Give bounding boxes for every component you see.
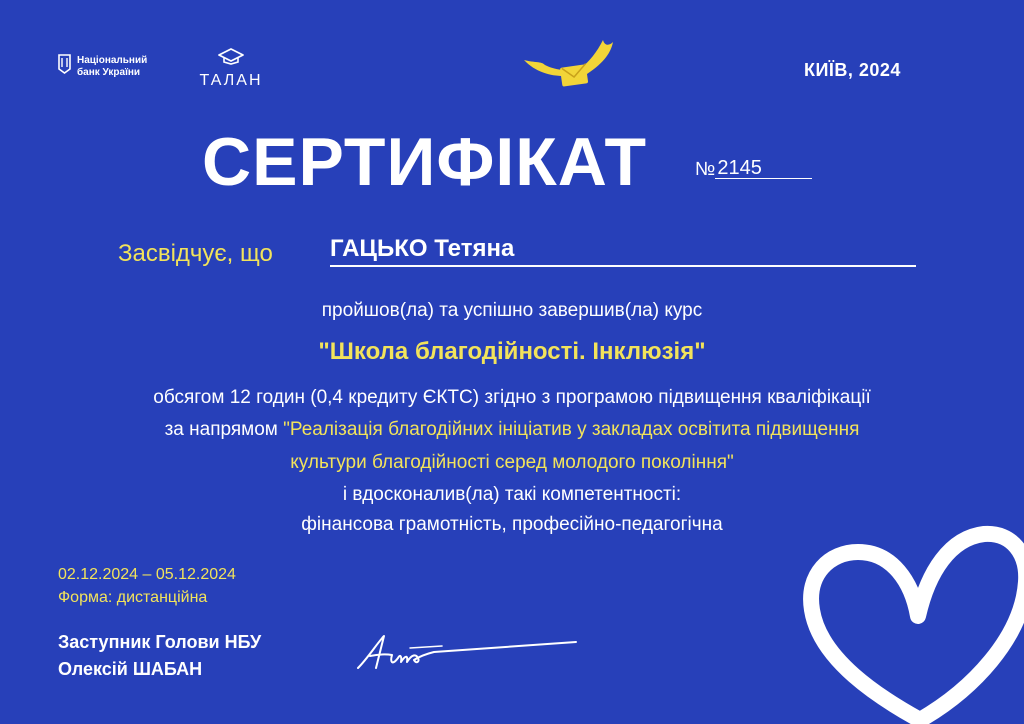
nbu-emblem-icon xyxy=(58,54,71,79)
city-year: КИЇВ, 2024 xyxy=(804,60,901,80)
direction-name-part1: "Реалізація благодійних ініціатив у закладах освітита підвищення xyxy=(283,419,860,440)
completed-text: пройшов(ла) та успішно завершив(ла) курс xyxy=(321,300,703,321)
nbu-logo-line1: Національний xyxy=(77,54,148,66)
signer-name: Олексій ШАБАН xyxy=(58,659,203,679)
improved-text: і вдосконалив(ла) такі компетентності: xyxy=(342,484,682,505)
recipient-name: ГАЦЬКО Тетяна xyxy=(330,235,916,267)
number-sign: № xyxy=(695,159,716,180)
talan-logo xyxy=(198,47,264,90)
competences-text: фінансова грамотність, професійно-педагогічна xyxy=(301,514,723,535)
course-dates: 02.12.2024 – 05.12.2024 xyxy=(58,566,236,583)
talan-logo-text: ТАЛАН xyxy=(199,72,263,89)
direction-prefix: за напрямом xyxy=(164,419,284,440)
certificate-title: СЕРТИФІКАТ xyxy=(202,124,648,200)
certificate-number xyxy=(695,158,812,181)
winged-envelope-icon xyxy=(521,36,617,103)
number-value: 2145 xyxy=(715,158,812,179)
signature xyxy=(350,628,580,681)
hours-text: обсягом 12 годин (0,4 кредиту ЄКТС) згідно з програмою підвищення кваліфікації xyxy=(153,387,871,408)
heart-outline-icon xyxy=(800,520,1024,724)
direction-line xyxy=(0,419,1024,441)
course-name: "Школа благодійності. Інклюзія" xyxy=(318,338,706,365)
direction-name-part2: культури благодійності серед молодого покоління" xyxy=(290,452,734,473)
nbu-logo-line2: банк України xyxy=(77,66,141,78)
signer-title: Заступник Голови НБУ xyxy=(58,632,262,652)
graduation-cap-icon xyxy=(216,52,246,69)
certifies-label: Засвідчує, що xyxy=(118,240,273,267)
nbu-logo xyxy=(58,54,147,79)
study-form: Форма: дистанційна xyxy=(58,589,208,606)
